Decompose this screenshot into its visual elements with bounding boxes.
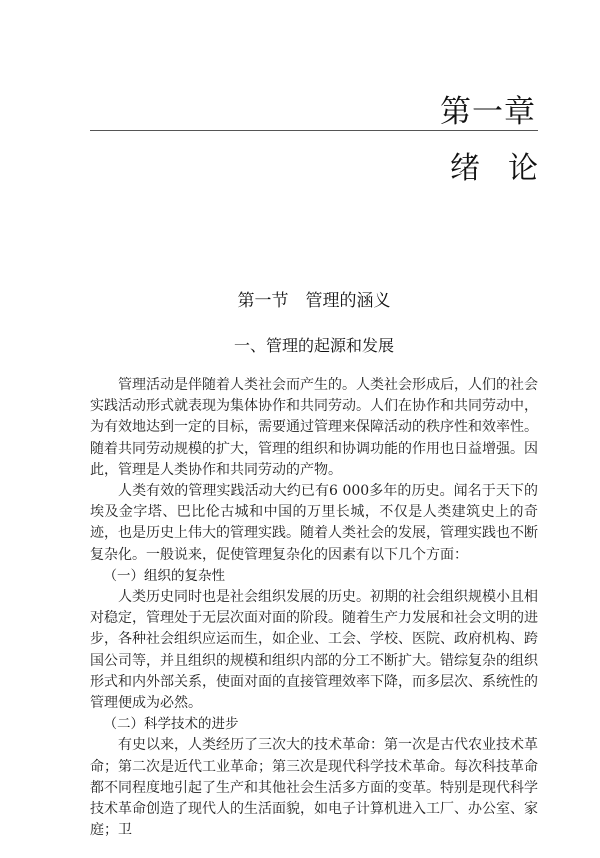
factor-heading-organization: （一）组织的复杂性 xyxy=(103,567,225,584)
section-title: 第一节 管理的涵义 xyxy=(237,291,391,311)
subsection-title: 一、管理的起源和发展 xyxy=(233,336,394,355)
chapter-number: 第一章 xyxy=(440,94,536,130)
chapter-title: 绪论 xyxy=(450,151,566,186)
paragraph: 管理活动是伴随着人类社会而产生的。人类社会形成后，人们的社会实践活动形式就表现为集体协作和共同劳动。人们在协作和共同劳动中，为有效地达到一定的目标，需要通过管理来保障活动的秩序性和效率性。随着共同劳动规模的扩大，管理的组织和协调功能的作用也日益增强。因此，管理是人类协作和共同劳动的产物。 xyxy=(90,377,538,478)
paragraph: 人类历史同时也是社会组织发展的历史。初期的社会组织规模小且相对稳定，管理处于无层次面对面的阶段。随着生产力发展和社会文明的进步，各种社会组织应运而生，如企业、工会、学校、医院、政府机构、跨国公司等，并且组织的规模和组织内部的分工不断扩大。错综复杂的组织形式和内外部关系，使面对面的直接管理效率下降，而多层次、系统性的管理便成为必然。 xyxy=(90,589,538,712)
factor-heading-technology: （二）科学技术的进步 xyxy=(103,716,239,733)
paragraph: 人类有效的管理实践活动大约已有6 000多年的历史。闻名于天下的埃及金字塔、巴比伦古城和中国的万里长城，不仅是人类建筑史上的奇迹，也是历史上伟大的管理实践。随着人类社会的发展，管理实践也不断复杂化。一般说来，促使管理复杂化的因素有以下几个方面： xyxy=(90,483,538,563)
chapter-divider xyxy=(90,130,538,131)
body-text xyxy=(90,375,538,841)
paragraph: 有史以来，人类经历了三次大的技术革命：第一次是古代农业技术革命；第二次是近代工业革命；第三次是现代科学技术革命。每次科技革命都不同程度地引起了生产和其他社会生活多方面的变革。特别是现代科学技术革命创造了现代人的生活面貌，如电子计算机进入工厂、办公室、家庭；卫 xyxy=(90,737,538,839)
